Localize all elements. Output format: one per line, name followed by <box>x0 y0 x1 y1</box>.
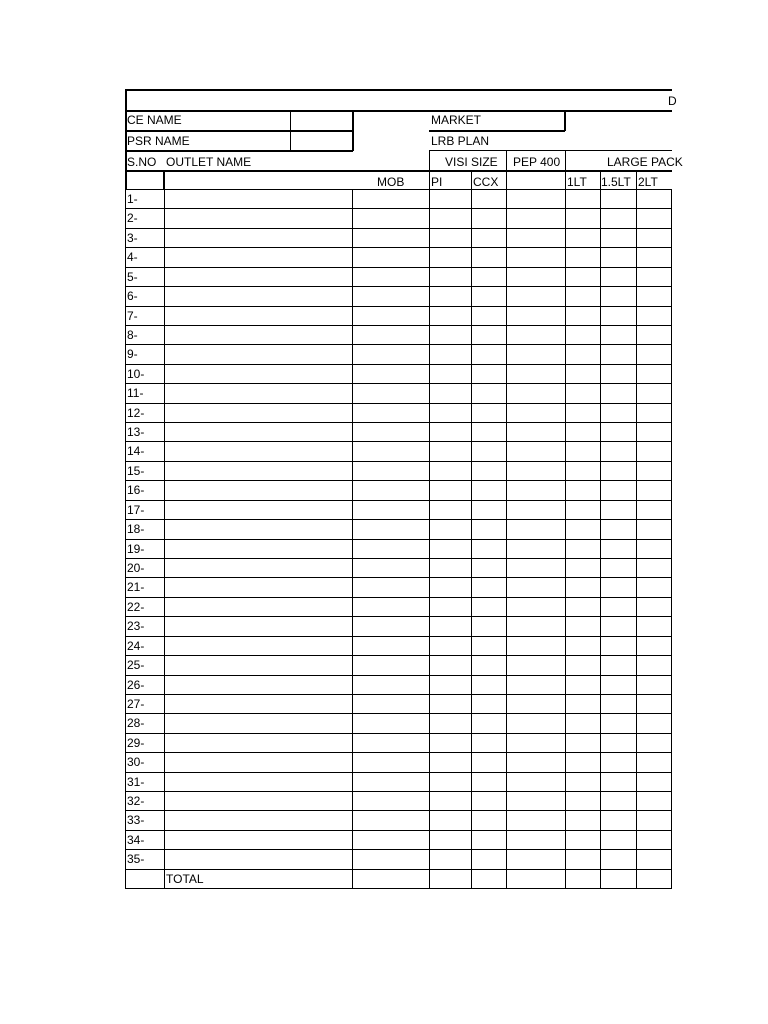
row-divider <box>125 403 672 404</box>
row-number: 34- <box>127 833 145 847</box>
row-divider <box>125 208 672 209</box>
row-divider <box>125 655 672 656</box>
column-divider <box>600 171 601 190</box>
sno-header: S.NO <box>127 155 157 169</box>
row-divider <box>125 325 672 326</box>
row-divider <box>125 636 672 637</box>
psr-name-field[interactable] <box>291 131 352 150</box>
rule <box>429 150 672 151</box>
rule <box>290 110 291 151</box>
column-divider <box>636 171 637 190</box>
rule <box>429 130 565 132</box>
row-divider <box>125 810 672 811</box>
row-number: 5- <box>127 270 138 284</box>
row-divider <box>125 888 672 889</box>
row-divider <box>125 791 672 792</box>
rule <box>506 150 507 190</box>
row-divider <box>125 539 672 540</box>
row-divider <box>125 228 672 229</box>
row-number: 19- <box>127 542 145 556</box>
ce-name-label: CE NAME <box>127 113 182 127</box>
row-number: 27- <box>127 697 145 711</box>
rule <box>471 170 472 190</box>
row-number: 22- <box>127 600 145 614</box>
row-divider <box>125 733 672 734</box>
row-divider <box>125 558 672 559</box>
row-number: 35- <box>127 852 145 866</box>
row-number: 32- <box>127 794 145 808</box>
column-divider <box>636 189 637 889</box>
row-number: 6- <box>127 289 138 303</box>
column-divider <box>506 189 507 889</box>
row-number: 7- <box>127 309 138 323</box>
pep400-header: PEP 400 <box>513 155 561 169</box>
rule <box>125 170 672 172</box>
row-divider <box>125 267 672 268</box>
row-divider <box>125 849 672 850</box>
psr-name-label: PSR NAME <box>127 134 190 148</box>
mob-header: MOB <box>377 175 405 189</box>
market-label: MARKET <box>431 113 482 127</box>
form-title: D <box>668 94 677 108</box>
large-pack-header: LARGE PACK <box>607 155 683 169</box>
rule <box>565 150 566 190</box>
row-number: 14- <box>127 444 145 458</box>
rule <box>125 150 353 152</box>
row-number: 21- <box>127 580 145 594</box>
row-number: 10- <box>127 367 145 381</box>
column-divider <box>352 189 353 889</box>
row-divider <box>125 461 672 462</box>
column-divider <box>600 189 601 889</box>
row-number: 15- <box>127 464 145 478</box>
total-label: TOTAL <box>166 872 204 886</box>
row-number: 25- <box>127 658 145 672</box>
row-divider <box>125 247 672 248</box>
row-number: 16- <box>127 483 145 497</box>
rule <box>125 130 353 132</box>
row-number: 24- <box>127 639 145 653</box>
row-divider <box>125 189 672 190</box>
market-field[interactable] <box>431 111 564 130</box>
row-divider <box>125 422 672 423</box>
row-divider <box>125 713 672 714</box>
row-number: 1- <box>127 192 138 206</box>
visi-size-header: VISI SIZE <box>445 155 498 169</box>
1-5lt-header: 1.5LT <box>601 175 631 189</box>
row-number: 30- <box>127 755 145 769</box>
row-divider <box>125 286 672 287</box>
title-clip <box>660 92 677 110</box>
row-number: 8- <box>127 328 138 342</box>
row-divider <box>125 344 672 345</box>
row-number: 13- <box>127 425 145 439</box>
row-divider <box>125 383 672 384</box>
rule <box>125 110 672 112</box>
row-number: 31- <box>127 775 145 789</box>
rule <box>352 110 354 151</box>
pi-header: PI <box>431 175 443 189</box>
row-divider <box>125 441 672 442</box>
rule <box>564 110 566 131</box>
ce-name-field-1[interactable] <box>291 111 352 130</box>
rule <box>429 150 430 190</box>
row-number: 9- <box>127 347 138 361</box>
row-number: 12- <box>127 406 145 420</box>
ccx-header: CCX <box>473 175 499 189</box>
row-number: 23- <box>127 619 145 633</box>
row-number: 4- <box>127 250 138 264</box>
1lt-header: 1LT <box>567 175 587 189</box>
row-divider <box>125 500 672 501</box>
lrb-plan-label: LRB PLAN <box>431 134 490 148</box>
large-pack-clip <box>566 152 683 170</box>
row-divider <box>125 519 672 520</box>
column-divider <box>125 189 126 889</box>
row-number: 29- <box>127 736 145 750</box>
row-divider <box>125 869 672 870</box>
row-number: 33- <box>127 813 145 827</box>
row-number: 26- <box>127 678 145 692</box>
column-divider <box>471 189 472 889</box>
ce-name-field-2[interactable] <box>353 111 428 130</box>
rule <box>125 89 127 190</box>
row-divider <box>125 364 672 365</box>
outlet-name-header: OUTLET NAME <box>166 155 252 169</box>
row-divider <box>125 675 672 676</box>
row-number: 3- <box>127 231 138 245</box>
column-divider <box>565 189 566 889</box>
column-divider <box>164 189 165 889</box>
row-divider <box>125 597 672 598</box>
row-divider <box>125 480 672 481</box>
row-number: 11- <box>127 386 144 400</box>
row-divider <box>125 694 672 695</box>
row-divider <box>125 577 672 578</box>
row-divider <box>125 772 672 773</box>
row-divider <box>125 752 672 753</box>
row-divider <box>125 830 672 831</box>
rule <box>125 89 672 91</box>
row-divider <box>125 616 672 617</box>
2lt-header: 2LT <box>638 175 658 189</box>
row-number: 17- <box>127 503 145 517</box>
rule <box>163 170 165 190</box>
column-divider <box>671 189 672 889</box>
row-number: 2- <box>127 211 138 225</box>
row-number: 20- <box>127 561 145 575</box>
column-divider <box>429 189 430 889</box>
row-number: 28- <box>127 716 145 730</box>
row-number: 18- <box>127 522 145 536</box>
row-divider <box>125 306 672 307</box>
